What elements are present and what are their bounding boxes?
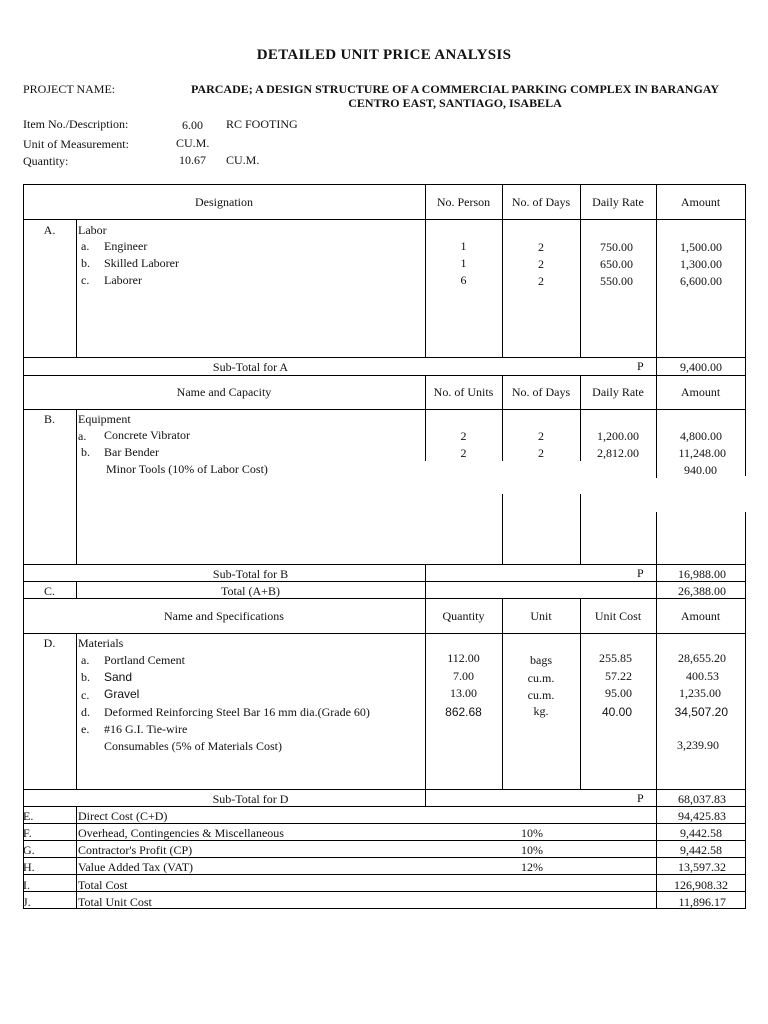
col-header-daily-rate: Daily Rate [592, 385, 644, 399]
row-index: d. [81, 705, 90, 719]
summary-letter: G. [23, 843, 35, 857]
subtotal-a-label: Sub-Total for A [212, 360, 289, 374]
subtotal-a-amount: 9,400.00 [680, 360, 722, 374]
col-header-daily-rate: Daily Rate [592, 195, 644, 209]
row-days: 2 [538, 240, 544, 254]
row-name: Bar Bender [104, 445, 159, 459]
row-amount: 1,300.00 [680, 257, 722, 271]
row-amount: 1,235.00 [679, 686, 721, 700]
section-letter-b: B. [43, 412, 55, 426]
summary-percent: 12% [521, 860, 543, 874]
row-unit: bags [530, 653, 552, 667]
summary-letter: F. [23, 826, 32, 840]
subtotal-d-currency: P [637, 791, 644, 805]
summary-amount: 9,442.58 [680, 826, 722, 840]
section-title-labor: Labor [78, 223, 107, 237]
row-name: Laborer [104, 273, 142, 287]
row-count: 2 [460, 429, 467, 443]
row-count: 1 [460, 239, 467, 253]
row-amount: 34,507.20 [674, 705, 728, 719]
col-header-name-specs: Name and Specifications [164, 609, 284, 623]
col-header-amount: Amount [680, 195, 721, 209]
row-name: Sand [104, 670, 133, 684]
total-ab-label: Total (A+B) [221, 584, 280, 598]
col-header-unit: Unit [530, 609, 552, 623]
document-title: DETAILED UNIT PRICE ANALYSIS [256, 47, 512, 63]
col-header-no-person: No. Person [436, 195, 491, 209]
row-index: a. [81, 653, 90, 667]
row-rate: 2,812.00 [597, 446, 639, 460]
col-header-no-days: No. of Days [511, 385, 571, 399]
summary-letter: H. [23, 860, 35, 874]
row-index: b. [81, 445, 90, 459]
summary-amount: 9,442.58 [680, 843, 722, 857]
row-qty: 13.00 [450, 686, 477, 700]
row-amount: 6,600.00 [680, 274, 722, 288]
subtotal-b-label: Sub-Total for B [212, 567, 289, 581]
subtotal-d-label: Sub-Total for D [212, 792, 289, 806]
row-name: Portland Cement [104, 653, 185, 667]
subtotal-a-currency: P [637, 359, 644, 373]
row-qty: 862.68 [445, 705, 482, 719]
summary-label: Direct Cost (C+D) [78, 809, 168, 823]
row-rate: 1,200.00 [597, 429, 639, 443]
row-name: Skilled Laborer [104, 256, 179, 270]
row-index: c. [81, 273, 90, 287]
row-name: Concrete Vibrator [104, 428, 191, 442]
row-unit: cu.m. [527, 688, 555, 702]
quantity-unit: CU.M. [226, 153, 260, 167]
summary-label: Value Added Tax (VAT) [78, 860, 194, 874]
project-name-line1: PARCADE; A DESIGN STRUCTURE OF A COMMERCIAL PARKING COMPLEX IN BARANGAY [190, 82, 720, 96]
row-days: 2 [538, 429, 544, 443]
row-amount: 28,655.20 [678, 651, 726, 665]
minor-tools-amount: 940.00 [684, 463, 717, 477]
col-header-name-capacity: Name and Capacity [176, 385, 272, 399]
row-days: 2 [538, 274, 544, 288]
row-count: 1 [460, 256, 467, 270]
section-letter-d: D. [43, 636, 56, 650]
subtotal-b-amount: 16,988.00 [678, 567, 726, 581]
row-rate: 750.00 [600, 240, 633, 254]
summary-percent: 10% [521, 843, 543, 857]
row-qty: 7.00 [453, 669, 474, 683]
row-days: 2 [538, 446, 544, 460]
row-rate: 550.00 [600, 274, 633, 288]
item-no-value: 6.00 [182, 118, 203, 132]
summary-amount: 13,597.32 [678, 860, 726, 874]
row-count: 2 [460, 446, 467, 460]
col-header-designation: Designation [195, 195, 253, 209]
unit-of-measurement-value: CU.M. [176, 136, 210, 150]
row-rate: 650.00 [600, 257, 633, 271]
unit-of-measurement-label: Unit of Measurement: [23, 137, 129, 151]
row-amount: 400.53 [686, 669, 719, 683]
subtotal-b-currency: P [637, 566, 644, 580]
project-name-label: PROJECT NAME: [23, 82, 116, 96]
item-no-label: Item No./Description: [23, 117, 129, 131]
summary-label: Total Cost [78, 878, 128, 892]
col-header-quantity: Quantity [442, 609, 485, 623]
row-index: a. [78, 429, 87, 443]
col-header-no-units: No. of Units [433, 385, 494, 399]
summary-percent: 10% [521, 826, 543, 840]
row-unit-cost: 40.00 [601, 705, 632, 719]
quantity-value: 10.67 [179, 153, 206, 167]
item-description: RC FOOTING [226, 117, 298, 131]
summary-letter: J. [23, 895, 31, 909]
consumables-label: Consumables (5% of Materials Cost) [104, 739, 282, 753]
row-unit: kg. [533, 704, 549, 718]
row-unit-cost: 57.22 [605, 669, 632, 683]
quantity-label: Quantity: [23, 154, 69, 168]
row-name: Engineer [104, 239, 148, 253]
row-unit-cost: 95.00 [605, 686, 632, 700]
row-name: #16 G.I. Tie-wire [104, 722, 188, 736]
section-letter-a: A. [43, 223, 56, 237]
row-index: a. [81, 239, 90, 253]
summary-label: Total Unit Cost [78, 895, 152, 909]
section-title-materials: Materials [78, 636, 124, 650]
summary-label: Contractor's Profit (CP) [78, 843, 193, 857]
row-index: e. [81, 722, 90, 736]
row-days: 2 [538, 257, 544, 271]
row-count: 6 [460, 273, 467, 287]
summary-letter: E. [23, 809, 34, 823]
row-index: c. [81, 688, 90, 702]
col-header-amount: Amount [680, 385, 721, 399]
subtotal-d-amount: 68,037.83 [678, 792, 726, 806]
col-header-unit-cost: Unit Cost [594, 609, 642, 623]
minor-tools-label: Minor Tools (10% of Labor Cost) [106, 462, 268, 476]
row-unit: cu.m. [527, 671, 555, 685]
row-name: Deformed Reinforcing Steel Bar 16 mm dia.(Grade 60) [104, 705, 370, 719]
col-header-no-days: No. of Days [511, 195, 571, 209]
row-index: b. [81, 670, 90, 684]
project-name-line2: CENTRO EAST, SANTIAGO, ISABELA [348, 96, 562, 110]
row-index: b. [81, 256, 90, 270]
row-unit-cost: 255.85 [599, 651, 632, 665]
summary-amount: 94,425.83 [678, 809, 726, 823]
summary-label: Overhead, Contingencies & Miscellaneous [78, 826, 284, 840]
row-qty: 112.00 [447, 651, 480, 665]
row-amount: 4,800.00 [680, 429, 722, 443]
summary-amount: 11,896.17 [678, 895, 726, 909]
total-ab-amount: 26,388.00 [678, 584, 726, 598]
consumables-amount: 3,239.90 [677, 738, 719, 752]
section-letter-c: C. [43, 584, 55, 598]
row-amount: 1,500.00 [680, 240, 722, 254]
section-title-equipment: Equipment [78, 412, 131, 426]
row-name: Gravel [104, 687, 140, 701]
summary-amount: 126,908.32 [674, 878, 728, 892]
summary-letter: I. [23, 878, 30, 892]
col-header-amount: Amount [680, 609, 721, 623]
row-amount: 11,248.00 [678, 446, 726, 460]
